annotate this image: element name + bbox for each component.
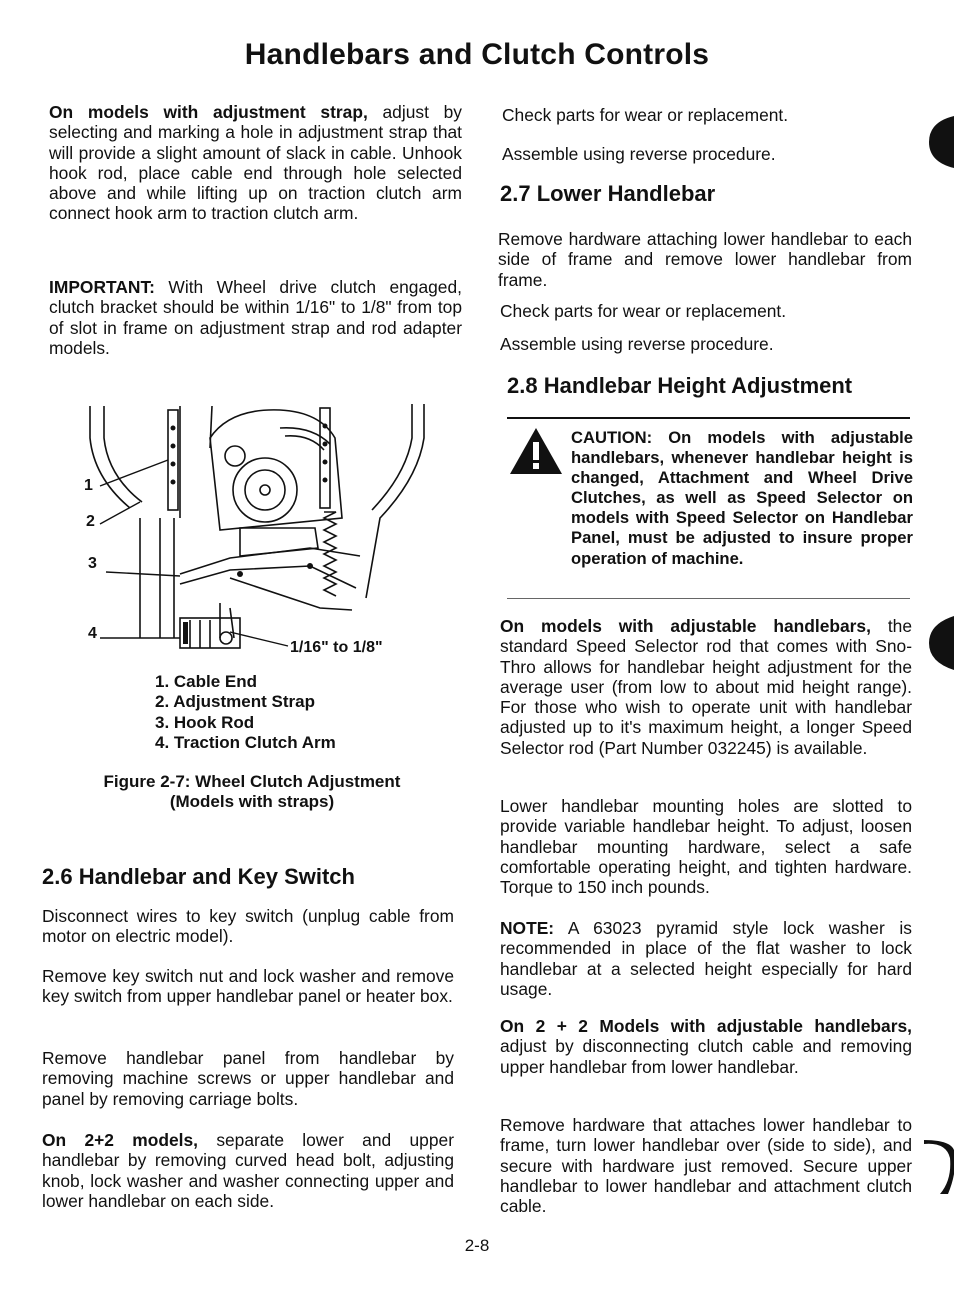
page-number: 2-8: [464, 1236, 490, 1255]
paragraph: Check parts for wear or replacement.: [502, 105, 789, 125]
section-2-8-p5: [500, 1115, 912, 1216]
legend-item: 1. Cable End: [155, 672, 258, 691]
figure-caption-line-1: Figure 2-7: Wheel Clutch Adjustment: [103, 772, 401, 791]
legend-item: 3. Hook Rod: [155, 712, 255, 732]
section-2-7-p3: [500, 334, 912, 354]
paragraph: Remove key switch nut and lock washer and remove key switch from upper handlebar panel or heater box.: [42, 966, 454, 1007]
section-2-6-p4: [42, 1130, 454, 1211]
figure-legend: [155, 672, 336, 754]
section-2-7-heading: 2.7 Lower Handlebar: [500, 181, 716, 206]
paragraph: Disconnect wires to key switch (unplug cable from motor on electric model).: [42, 906, 454, 947]
section-2-6-heading: 2.6 Handlebar and Key Switch: [42, 864, 355, 889]
paragraph: Assemble using reverse procedure.: [500, 334, 774, 354]
para-text: the standard Speed Selector rod that comes with Sno-Thro allows for handlebar height adjustment for the average user (from low to about mid height range). For those who wish to operate unit with handlebar adjusted up to it's maximum height, a longer Speed Selector rod (Part Number 032245) is available.: [500, 616, 912, 758]
section-2-7-p2: [500, 301, 912, 321]
para-lead: On models with adjustment strap,: [49, 102, 368, 122]
para-text: A 63023 pyramid style lock washer is recommended in place of the flat washer to lock handlebar at a selected height especially for hard usage.: [500, 918, 912, 999]
callout-3: 3: [88, 555, 97, 572]
figure-caption: [60, 772, 444, 813]
paragraph: Remove hardware that attaches lower handlebar to frame, turn lower handlebar over (side to side), and secure with hardware just removed. Secure upper handlebar to lower handlebar and attachment clutch cable.: [500, 1115, 912, 1217]
page-title: Handlebars and Clutch Controls: [244, 38, 710, 71]
para-lead: On models with adjustable handlebars,: [500, 616, 871, 636]
left-para-2: [49, 277, 462, 358]
paragraph: Check parts for wear or replacement.: [500, 301, 787, 321]
section-2-6-p3: [42, 1048, 454, 1109]
legend-item: 2. Adjustment Strap: [155, 692, 315, 712]
dimension-label: 1/16" to 1/8": [290, 639, 383, 656]
caution-text: CAUTION: On models with adjustable handlebars, whenever handlebar height is changed, Attachment and Wheel Drive Clutches, as well as Speed Selector on models with Speed Selector on Handlebar Panel, must be adjusted to insure proper operation of machine.: [571, 428, 913, 568]
paragraph: Lower handlebar mounting holes are slotted to provide variable handlebar height. To adjust, loosen handlebar mounting hardware, select a safe comfortable operating height, and tighten hardware. Torque to 150 inch pounds.: [500, 796, 912, 898]
para-text: adjust by disconnecting clutch cable and removing upper handlebar from lower handlebar.: [500, 1036, 912, 1077]
note-label: NOTE:: [500, 918, 555, 938]
binder-hole-mark: [925, 116, 954, 168]
wheel-clutch-diagram: [80, 398, 440, 662]
legend-item: 4. Traction Clutch Arm: [155, 733, 336, 753]
para-text: separate lower and upper handlebar by removing curved head bolt, adjusting knob, lock washer and washer connecting upper and lower handlebar on each side.: [42, 1130, 454, 1211]
section-2-6-p1: [42, 906, 454, 947]
figure-caption-line-2: (Models with straps): [169, 792, 335, 812]
section-2-8-p3: [500, 918, 912, 999]
binder-hole-mark: [925, 616, 954, 670]
section-2-8-p2: [500, 796, 912, 897]
section-2-7-p1: [498, 229, 912, 290]
section-2-8-p1: [500, 616, 912, 758]
callout-4: 4: [88, 625, 97, 642]
section-2-8-heading: 2.8 Handlebar Height Adjustment: [507, 373, 853, 398]
paragraph: Assemble using reverse procedure.: [502, 144, 776, 164]
binder-hole-mark: [924, 1140, 954, 1196]
section-2-6-p2: [42, 966, 454, 1007]
para-lead: On 2 + 2 Models with adjustable handlebars,: [500, 1016, 912, 1036]
paragraph: Remove handlebar panel from handlebar by removing machine screws or upper handlebar and panel by removing carriage bolts.: [42, 1048, 454, 1109]
para-text: adjust by selecting and marking a hole in adjustment strap that will provide a slight amount of slack in cable. Unhook hook rod, place cable end through hole selected above and while lifting up on traction clutch arm connect hook arm to traction clutch arm.: [49, 102, 462, 224]
left-para-1: [49, 102, 462, 224]
callout-2: 2: [86, 513, 95, 530]
right-top-p2: [502, 144, 912, 164]
caution-bottom-rule: [507, 598, 910, 599]
para-text: With Wheel drive clutch engaged, clutch bracket should be within 1/16" to 1/8" from top of slot in frame on adjustment strap and rod adapter models.: [49, 277, 462, 358]
para-lead: On 2+2 models,: [42, 1130, 198, 1150]
warning-triangle-icon: [508, 426, 564, 476]
caution-top-rule: [507, 417, 910, 419]
paragraph: Remove hardware attaching lower handlebar to each side of frame and remove lower handlebar from frame.: [498, 229, 912, 290]
right-top-p1: [502, 105, 912, 125]
section-2-8-p4: [500, 1016, 912, 1077]
important-label: IMPORTANT:: [49, 277, 155, 297]
callout-1: 1: [84, 477, 93, 494]
